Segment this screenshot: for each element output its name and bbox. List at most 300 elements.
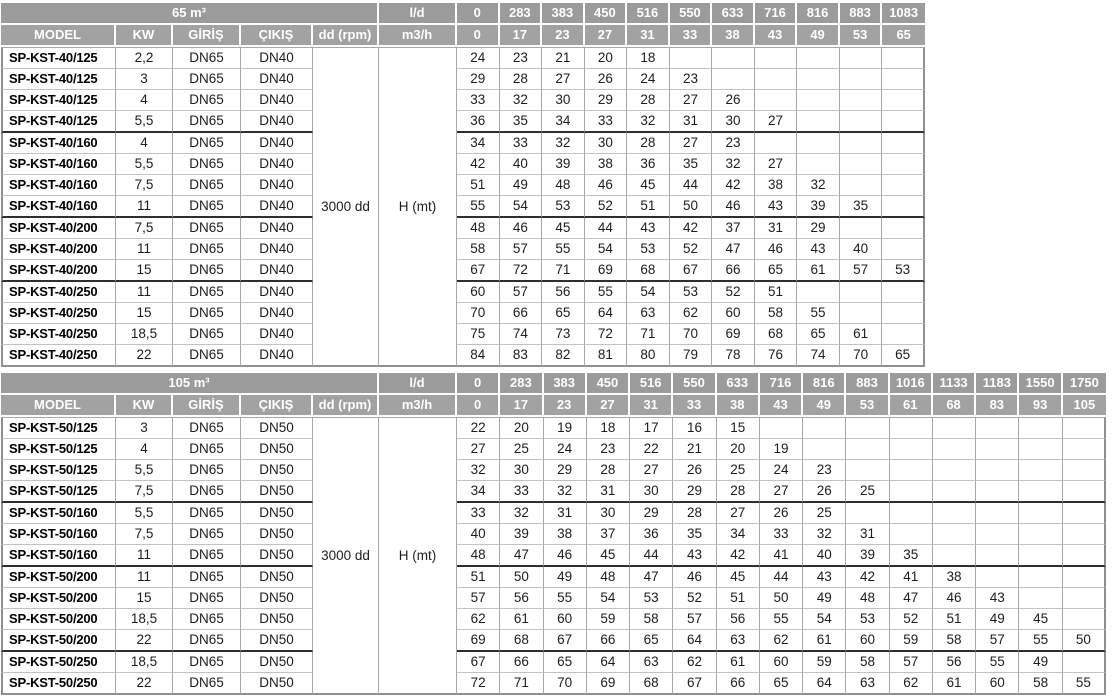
value-cell: 60 [457,282,500,303]
m3h-unit-header: m3/h [379,395,457,417]
value-cell: 58 [1019,673,1062,695]
value-cell: 55 [457,196,500,218]
value-cell: 48 [846,588,889,609]
value-cell: 54 [627,282,670,303]
value-cell: 29 [457,69,500,90]
value-cell: 47 [630,567,673,588]
value-cell: 66 [500,303,543,324]
flow-ld-header: 1183 [976,373,1019,395]
value-cell [797,154,840,175]
value-cell [840,282,883,303]
value-cell: 62 [890,673,933,695]
outlet-cell: DN40 [241,345,313,367]
value-cell: 56 [542,282,585,303]
outlet-cell: DN40 [241,69,313,90]
model-cell: SP-KST-40/250 [1,324,116,345]
value-cell: 33 [585,111,628,133]
value-cell [882,324,925,345]
model-cell: SP-KST-50/250 [1,673,116,695]
value-cell [1063,503,1106,524]
value-cell: 28 [587,460,630,481]
value-cell [933,439,976,460]
inlet-cell: DN65 [173,133,241,154]
flow-ld-header: 1016 [890,373,933,395]
value-cell: 60 [712,303,755,324]
value-cell [1063,588,1106,609]
spec-table-105m3 [1,373,1106,695]
value-cell: 20 [717,439,760,460]
value-cell [797,90,840,111]
value-cell: 66 [500,652,543,673]
flow-ld-header: 816 [797,3,840,25]
flow-ld-header: 383 [544,373,587,395]
value-cell [976,503,1019,524]
value-cell: 66 [712,260,755,282]
flow-ld-header: 883 [846,373,889,395]
value-cell [882,154,925,175]
value-cell: 39 [500,524,543,545]
value-cell [882,111,925,133]
value-cell: 43 [673,545,716,567]
value-cell: 69 [585,260,628,282]
value-cell: 39 [797,196,840,218]
outlet-cell: DN50 [241,417,313,439]
kw-cell: 7,5 [116,218,173,239]
value-cell [976,481,1019,503]
flow-m3h-header: 65 [882,25,925,47]
kw-cell: 7,5 [116,175,173,196]
value-cell [840,111,883,133]
value-cell: 35 [500,111,543,133]
value-cell [755,47,798,69]
kw-cell: 15 [116,260,173,282]
flow-m3h-header: 17 [500,25,543,47]
value-cell: 56 [717,609,760,630]
value-cell [755,90,798,111]
value-cell: 55 [544,588,587,609]
value-cell: 57 [976,630,1019,652]
value-cell: 51 [717,588,760,609]
inlet-cell: DN65 [173,417,241,439]
value-cell: 19 [544,417,587,439]
value-cell: 26 [673,460,716,481]
value-cell: 44 [760,567,803,588]
flow-m3h-header: 83 [976,395,1019,417]
value-cell: 53 [542,196,585,218]
value-cell: 62 [670,303,713,324]
inlet-cell: DN65 [173,588,241,609]
flow-ld-header: 516 [630,373,673,395]
value-cell: 59 [803,652,846,673]
value-cell: 31 [587,481,630,503]
value-cell: 27 [670,133,713,154]
value-cell: 54 [585,239,628,260]
value-cell: 23 [670,69,713,90]
value-cell: 60 [976,673,1019,695]
value-cell: 29 [673,481,716,503]
value-cell: 40 [500,154,543,175]
value-cell: 43 [976,588,1019,609]
value-cell: 46 [755,239,798,260]
value-cell [882,90,925,111]
value-cell: 26 [712,90,755,111]
value-cell: 27 [630,460,673,481]
spec-row [1,47,925,69]
kw-cell: 3 [116,69,173,90]
outlet-cell: DN50 [241,652,313,673]
value-cell [933,524,976,545]
flow-ld-header: 1133 [933,373,976,395]
value-cell [670,47,713,69]
value-cell: 30 [630,481,673,503]
value-cell: 29 [585,90,628,111]
value-cell: 74 [500,324,543,345]
value-cell: 67 [673,673,716,695]
value-cell: 52 [712,282,755,303]
kw-cell: 3 [116,417,173,439]
inlet-cell: DN65 [173,545,241,567]
table-head [1,3,925,47]
kw-cell: 11 [116,545,173,567]
flow-m3h-header: 17 [500,395,543,417]
kw-cell: 22 [116,345,173,367]
value-cell: 51 [457,567,500,588]
header-row-flow [1,3,925,25]
value-cell: 57 [840,260,883,282]
value-cell: 76 [755,345,798,367]
flow-m3h-header: 0 [457,25,500,47]
value-cell: 28 [500,69,543,90]
table-body [1,47,925,367]
value-cell: 23 [803,460,846,481]
value-cell: 82 [542,345,585,367]
value-cell [1063,417,1106,439]
value-cell: 84 [457,345,500,367]
value-cell: 64 [803,673,846,695]
value-cell: 46 [712,196,755,218]
spec-row [1,652,1106,673]
model-cell: SP-KST-50/200 [1,567,116,588]
value-cell: 27 [542,69,585,90]
value-cell: 60 [760,652,803,673]
value-cell: 61 [717,652,760,673]
kw-cell: 7,5 [116,481,173,503]
value-cell: 63 [630,652,673,673]
value-cell [1063,439,1106,460]
value-cell: 32 [627,111,670,133]
value-cell [882,196,925,218]
inlet-cell: DN65 [173,90,241,111]
spec-row [1,481,1106,503]
flow-ld-header: 283 [500,3,543,25]
kw-header: KW [116,25,173,47]
value-cell: 38 [755,175,798,196]
value-cell: 53 [846,609,889,630]
outlet-header: ÇIKIŞ [241,25,313,47]
value-cell: 47 [890,588,933,609]
value-cell: 63 [846,673,889,695]
value-cell: 68 [755,324,798,345]
model-cell: SP-KST-40/125 [1,47,116,69]
value-cell: 57 [500,239,543,260]
value-cell [797,69,840,90]
value-cell [882,282,925,303]
value-cell: 44 [630,545,673,567]
value-cell: 46 [500,218,543,239]
value-cell [1019,417,1062,439]
value-cell: 72 [585,324,628,345]
value-cell: 42 [457,154,500,175]
flow-m3h-header: 0 [457,395,500,417]
model-cell: SP-KST-50/200 [1,609,116,630]
value-cell [882,47,925,69]
outlet-cell: DN40 [241,111,313,133]
value-cell: 37 [587,524,630,545]
inlet-cell: DN65 [173,345,241,367]
value-cell [882,239,925,260]
value-cell: 42 [717,545,760,567]
spec-row [1,503,1106,524]
model-cell: SP-KST-40/160 [1,133,116,154]
model-cell: SP-KST-40/250 [1,282,116,303]
spec-row [1,609,1106,630]
value-cell: 56 [500,588,543,609]
value-cell: 61 [803,630,846,652]
value-cell: 52 [890,609,933,630]
value-cell: 78 [712,345,755,367]
value-cell [890,503,933,524]
value-cell [840,154,883,175]
value-cell [846,503,889,524]
value-cell: 30 [587,503,630,524]
outlet-cell: DN40 [241,260,313,282]
outlet-cell: DN40 [241,303,313,324]
head-merged-cell: H (mt) [379,47,457,367]
kw-cell: 7,5 [116,524,173,545]
value-cell: 45 [542,218,585,239]
value-cell: 36 [630,524,673,545]
spec-row [1,545,1106,567]
value-cell [803,417,846,439]
value-cell: 65 [797,324,840,345]
value-cell: 41 [760,545,803,567]
flow-ld-header: 516 [627,3,670,25]
value-cell: 32 [457,460,500,481]
value-cell: 29 [797,218,840,239]
value-cell [1019,460,1062,481]
value-cell: 64 [673,630,716,652]
value-cell: 32 [803,524,846,545]
m3h-unit-header: m3/h [379,25,457,47]
value-cell: 45 [1019,609,1062,630]
kw-cell: 11 [116,196,173,218]
value-cell [933,503,976,524]
value-cell: 50 [670,196,713,218]
value-cell: 70 [670,324,713,345]
value-cell: 30 [500,460,543,481]
outlet-cell: DN40 [241,239,313,260]
inlet-cell: DN65 [173,175,241,196]
value-cell [1063,545,1106,567]
value-cell: 26 [803,481,846,503]
value-cell: 55 [760,609,803,630]
value-cell: 52 [670,239,713,260]
value-cell: 48 [587,567,630,588]
spec-row [1,175,925,196]
value-cell: 41 [890,567,933,588]
value-cell [755,133,798,154]
spec-row [1,111,925,133]
inlet-cell: DN65 [173,460,241,481]
outlet-cell: DN50 [241,460,313,481]
value-cell: 23 [712,133,755,154]
flow-ld-header: 550 [673,373,716,395]
flow-m3h-header: 27 [587,395,630,417]
spec-row [1,630,1106,652]
value-cell [797,282,840,303]
value-cell [1019,588,1062,609]
flow-ld-header: 633 [712,3,755,25]
spec-row [1,345,925,367]
value-cell: 33 [500,133,543,154]
value-cell: 25 [717,460,760,481]
value-cell: 80 [627,345,670,367]
inlet-header: GİRİŞ [173,395,241,417]
value-cell [933,460,976,481]
value-cell: 53 [882,260,925,282]
kw-cell: 11 [116,282,173,303]
value-cell: 16 [673,417,716,439]
model-cell: SP-KST-40/160 [1,154,116,175]
value-cell: 68 [627,260,670,282]
value-cell: 68 [500,630,543,652]
flow-ld-header: 1550 [1019,373,1062,395]
rpm-merged-cell: 3000 dd [313,47,379,367]
value-cell: 24 [627,69,670,90]
value-cell: 49 [976,609,1019,630]
value-cell: 22 [457,417,500,439]
value-cell: 60 [544,609,587,630]
value-cell: 49 [544,567,587,588]
value-cell: 69 [587,673,630,695]
value-cell: 68 [630,673,673,695]
flow-m3h-header: 49 [803,395,846,417]
value-cell: 54 [803,609,846,630]
value-cell: 65 [755,260,798,282]
flow-m3h-header: 31 [630,395,673,417]
table-title: 105 m³ [1,373,379,395]
table-body [1,417,1106,695]
spec-table-65m3 [1,3,925,367]
value-cell: 53 [627,239,670,260]
value-cell: 58 [846,652,889,673]
flow-m3h-header: 31 [627,25,670,47]
inlet-cell: DN65 [173,111,241,133]
value-cell [1019,545,1062,567]
value-cell: 38 [544,524,587,545]
value-cell: 65 [760,673,803,695]
spec-tables-container [1,3,1112,695]
spec-row [1,69,925,90]
value-cell [797,133,840,154]
value-cell: 57 [500,282,543,303]
value-cell [976,545,1019,567]
value-cell: 75 [457,324,500,345]
flow-m3h-header: 38 [712,25,755,47]
head-merged-cell: H (mt) [379,417,457,695]
value-cell: 67 [457,260,500,282]
outlet-cell: DN40 [241,282,313,303]
value-cell: 61 [840,324,883,345]
value-cell: 35 [673,524,716,545]
value-cell: 62 [457,609,500,630]
value-cell: 72 [457,673,500,695]
value-cell: 62 [673,652,716,673]
inlet-cell: DN65 [173,303,241,324]
value-cell: 62 [760,630,803,652]
value-cell: 71 [500,673,543,695]
value-cell: 32 [500,90,543,111]
kw-cell: 4 [116,90,173,111]
value-cell: 50 [1063,630,1106,652]
value-cell: 64 [585,303,628,324]
flow-ld-header: 450 [585,3,628,25]
model-cell: SP-KST-50/125 [1,460,116,481]
spec-row [1,417,1106,439]
value-cell [840,175,883,196]
inlet-cell: DN65 [173,609,241,630]
value-cell [840,218,883,239]
value-cell [1019,503,1062,524]
value-cell: 52 [585,196,628,218]
value-cell: 32 [544,481,587,503]
value-cell: 43 [803,567,846,588]
value-cell [803,439,846,460]
value-cell [882,133,925,154]
table-head [1,373,1106,417]
outlet-cell: DN50 [241,503,313,524]
spec-row [1,460,1106,481]
value-cell: 83 [500,345,543,367]
value-cell [890,524,933,545]
value-cell: 23 [587,439,630,460]
inlet-cell: DN65 [173,196,241,218]
value-cell: 55 [542,239,585,260]
value-cell [840,69,883,90]
value-cell: 66 [717,673,760,695]
value-cell: 45 [627,175,670,196]
value-cell: 67 [457,652,500,673]
value-cell: 72 [500,260,543,282]
kw-cell: 5,5 [116,154,173,175]
value-cell: 18 [627,47,670,69]
model-cell: SP-KST-50/200 [1,630,116,652]
value-cell [1019,567,1062,588]
value-cell: 49 [1019,652,1062,673]
value-cell: 79 [670,345,713,367]
value-cell: 31 [544,503,587,524]
value-cell [840,90,883,111]
spec-row [1,324,925,345]
value-cell: 22 [630,439,673,460]
inlet-cell: DN65 [173,439,241,460]
value-cell: 32 [712,154,755,175]
flow-ld-header: 716 [755,3,798,25]
flow-m3h-header: 53 [846,395,889,417]
value-cell [1019,439,1062,460]
value-cell: 46 [544,545,587,567]
value-cell: 27 [670,90,713,111]
